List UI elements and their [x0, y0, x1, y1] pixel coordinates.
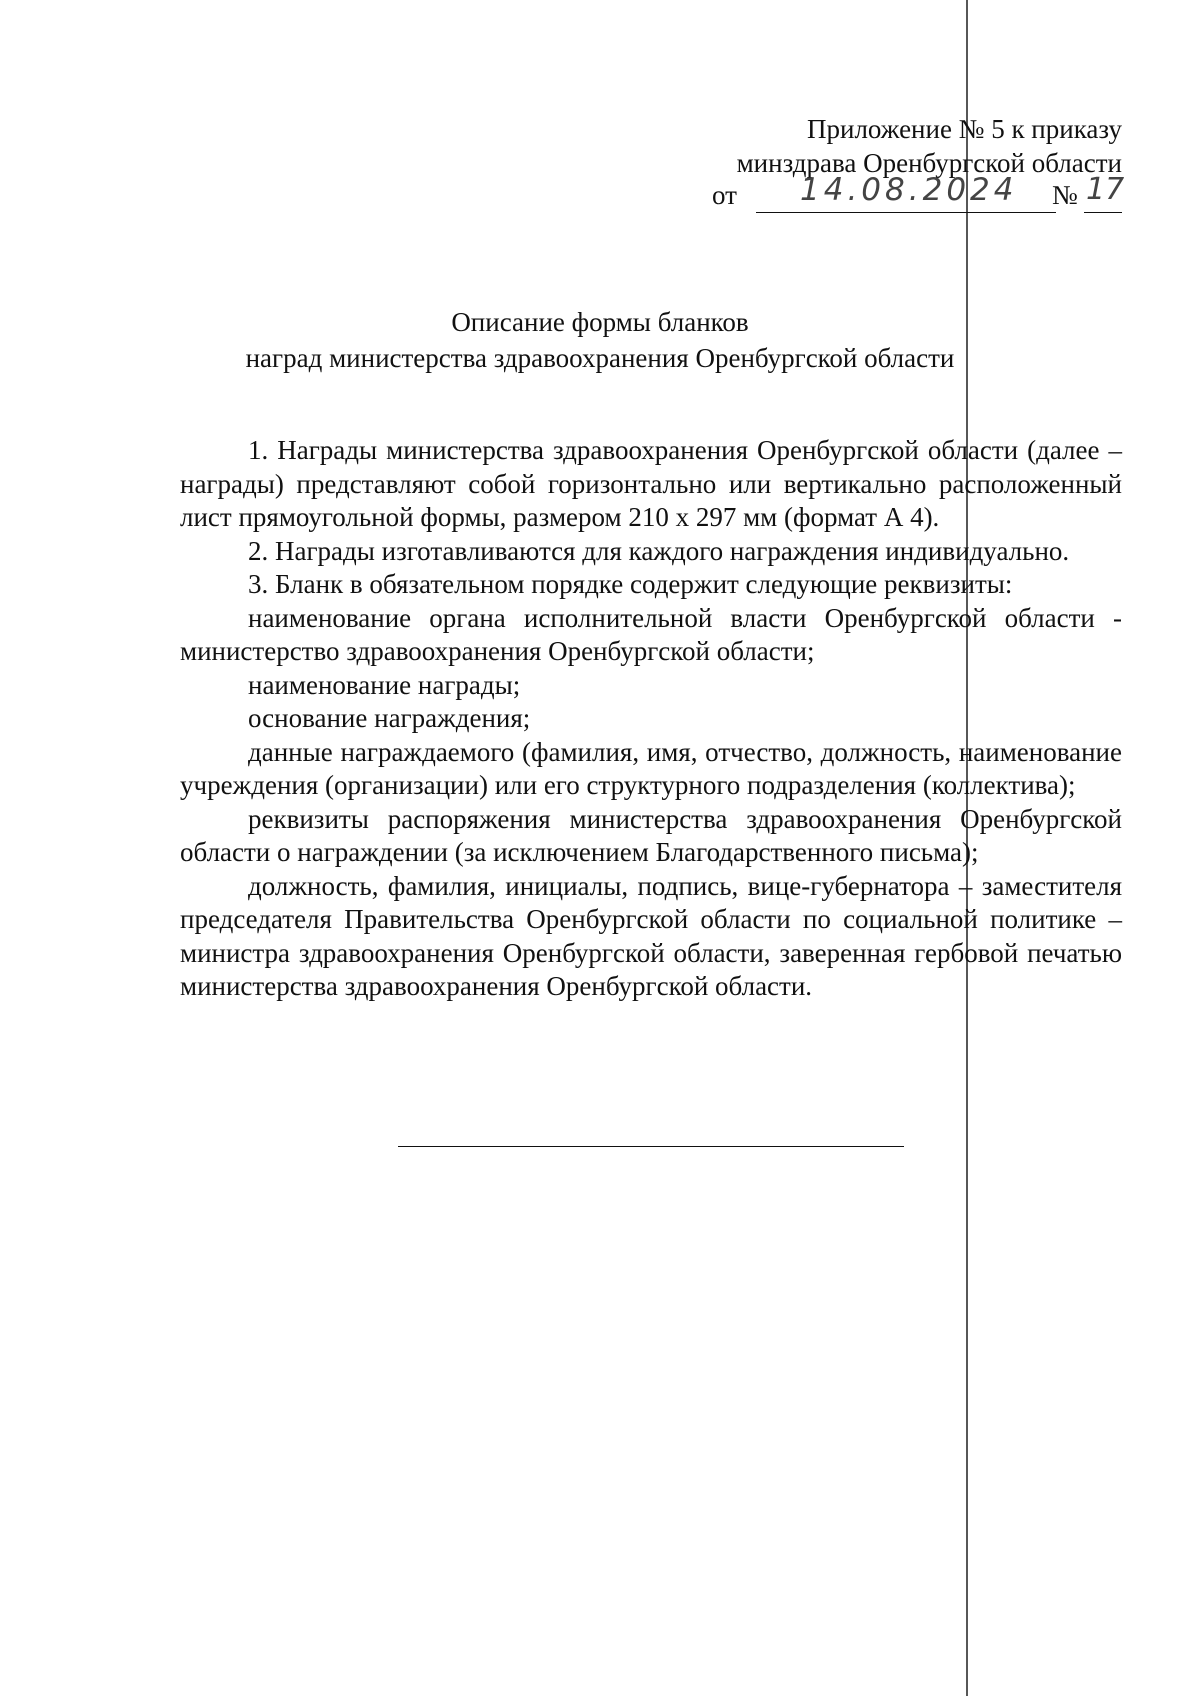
- from-label: от: [712, 180, 737, 210]
- paragraph-4: наименование органа исполнительной власти Оренбургской области - министерство здравоохранения Оренбургской области;: [180, 602, 1122, 666]
- paragraph-8: реквизиты распоряжения министерства здравоохранения Оренбургской области о награждении (за исключением Благодарственного письма);: [180, 803, 1122, 867]
- end-rule-line: [398, 1146, 904, 1147]
- paragraph-1: 1. Награды министерства здравоохранения Оренбургской области (далее – награды) представляют собой горизонтально или вертикально расположенный лист прямоугольной формы, размером 210 х 297 мм (формат А 4).: [180, 435, 1122, 532]
- number-field: [1084, 172, 1125, 213]
- appendix-header: [737, 112, 1122, 180]
- number-label: №: [1052, 180, 1078, 210]
- title-line-2: наград министерства здравоохранения Оренбургской области: [245, 343, 955, 373]
- paragraph-9: должность, фамилия, инициалы, подпись, вице-губернатора – заместителя председателя Правительства Оренбургской области по социальной политике – министра здравоохранения Оренбургской области, заверенная гербовой печатью министерства здравоохранения Оренбургской области.: [180, 870, 1122, 1001]
- paragraph-6: основание награждения;: [248, 703, 531, 733]
- document-title: [180, 304, 1020, 376]
- order-date-number-line: [712, 172, 1125, 218]
- appendix-line-1: Приложение № 5 к приказу: [807, 114, 1122, 144]
- appendix-line-2: минздрава Оренбургской области: [736, 148, 1122, 178]
- handwritten-number: 17: [1086, 172, 1125, 207]
- paragraph-7: данные награждаемого (фамилия, имя, отчество, должность, наименование учреждения (организации) или его структурного подразделения (коллектива);: [180, 736, 1122, 800]
- paragraph-3: 3. Бланк в обязательном порядке содержит следующие реквизиты:: [248, 569, 1013, 599]
- title-line-1: Описание формы бланков: [451, 307, 749, 337]
- handwritten-date: 14.08.2024: [800, 172, 1018, 208]
- document-body: [180, 434, 1122, 1004]
- paragraph-2: 2. Награды изготавливаются для каждого награждения индивидуально.: [248, 535, 1070, 566]
- paragraph-5: наименование награды;: [248, 669, 521, 700]
- date-field: [756, 172, 1056, 213]
